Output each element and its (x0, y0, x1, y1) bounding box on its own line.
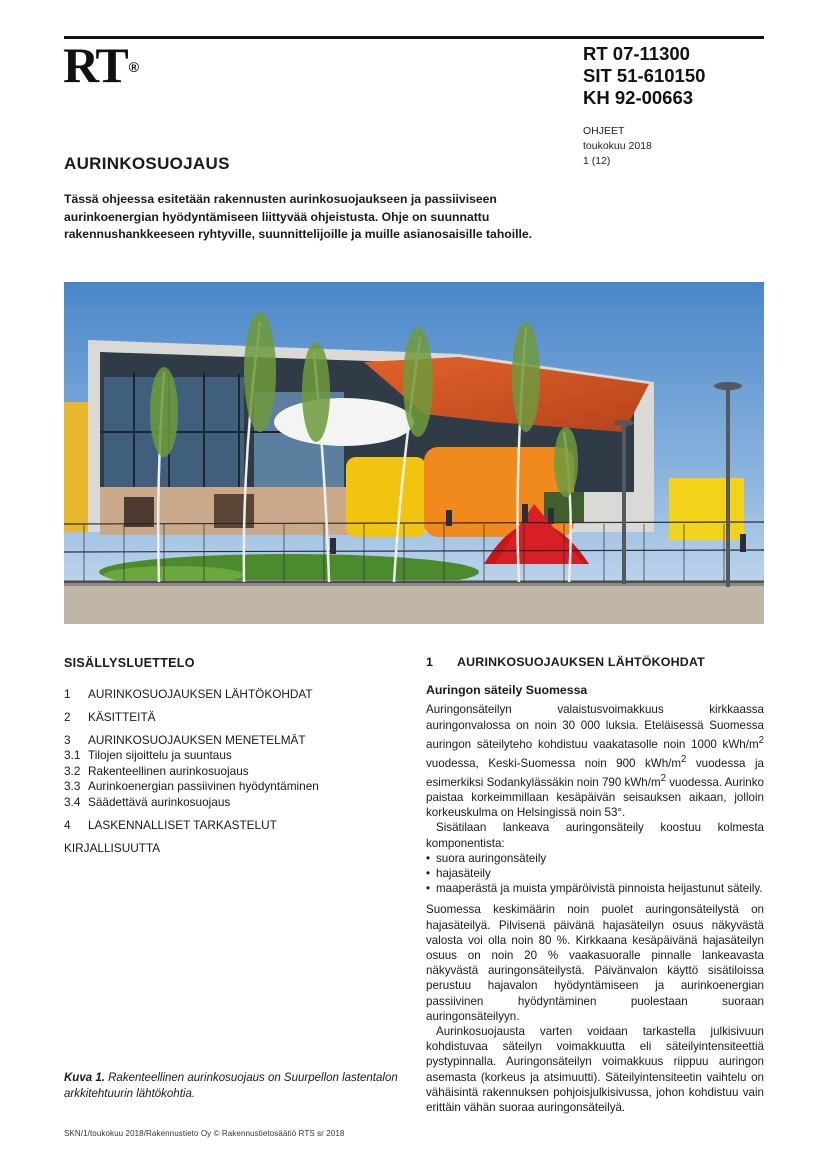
document-codes (583, 43, 705, 109)
code-kh: KH 92-00663 (583, 87, 694, 108)
toc-item (64, 709, 394, 725)
toc-item-number: 1 (64, 687, 71, 701)
intro-paragraph: Tässä ohjeessa esitetään rakennusten aurinkosuojaukseen ja passiiviseen aurinkoenergian hyödyntämiseen liittyvää ohjeistusta. Ohje on suunnattu rakennushankkeeseen ryhtyville, suunnittelijoille ja muille asianosaisille tahoille. (64, 192, 533, 242)
photo-caption (64, 1071, 404, 1102)
building-photo (64, 282, 764, 624)
toc-item-label: LASKENNALLISET TARKASTELUT (88, 818, 277, 832)
toc-item-label: KIRJALLISUUTTA (64, 841, 161, 855)
top-rule (64, 36, 764, 39)
bullet-list (426, 851, 764, 897)
toc-item-number: 2 (64, 710, 71, 724)
toc-item-number: 3 (64, 733, 71, 747)
toc-item-number: 4 (64, 818, 71, 832)
superscript: 2 (681, 753, 687, 765)
toc-item-label: AURINKOSUOJAUKSEN MENETELMÄT (88, 733, 306, 747)
registered-mark: ® (128, 59, 138, 75)
toc-item-label: Aurinkoenergian passiivinen hyödyntäminen (88, 779, 319, 793)
toc-item-label: Rakenteellinen aurinkosuojaus (88, 763, 249, 778)
page-footer: SKN/1/toukokuu 2018/Rakennustieto Oy © Rakennustietosäätiö RTS sr 2018 (64, 1129, 345, 1138)
toc-item-label: Tilojen sijoittelu ja suuntaus (88, 748, 232, 762)
caption-text: Rakenteellinen aurinkosuojaus on Suurpellon lastentalon arkkitehtuurin lähtökohtia. (64, 1072, 398, 1100)
p1-text-d: vuodessa. Aurinko paistaa korkeimmillaan kesäpäivän seisauksen aikaan, jolloin korkeuskulma on Helsingissä noin 53°. (426, 775, 764, 820)
toc-item (64, 686, 394, 702)
toc-item-number: 3.3 (64, 779, 81, 793)
toc-item (64, 840, 394, 856)
section-title: AURINKOSUOJAUKSEN LÄHTÖKOHDAT (457, 655, 705, 669)
code-sit: SIT 51-610150 (583, 65, 706, 86)
superscript: 2 (758, 734, 764, 746)
paragraph-4: Aurinkosuojausta varten voidaan tarkastella julkisivuun kohdistuvaa säteilyn voimakkuutta eli säteilyintensiteettiä pystypinnalla. Auringonsäteilyn voimakkuus riippuu auringon asemasta (korkeus ja atsimuutti). Säteilyintensiteetin vaihtelu on vähäisintä rakennuksen pohjoisjulkisivussa, johon kohdistuu vain erittäin vähän suoraa auringonsäteilyä. (426, 1025, 764, 1115)
p1-text-c: vuodessa ja esimerkiksi Sodankylässäkin noin 790 kWh/m (426, 756, 764, 789)
toc-item (64, 748, 394, 764)
code-rt: RT 07-11300 (583, 43, 690, 64)
meta-date: toukokuu 2018 (583, 140, 652, 152)
document-meta (583, 124, 652, 169)
page-title: AURINKOSUOJAUS (64, 154, 230, 173)
meta-page: 1 (12) (583, 155, 611, 167)
meta-type: OHJEET (583, 125, 625, 137)
toc-item (64, 795, 394, 811)
section-heading (426, 655, 764, 670)
p1-text-a: Auringonsäteilyn valaistusvoimakkuus kirkkaassa auringonvalossa on noin 30 000 luksia. Eteläisessä Suomessa auringon säteilyteho kohdistuu vaakatasolle noin 1000 kWh/m (426, 703, 764, 751)
paragraph-3: Suomessa keskimäärin noin puolet auringonsäteilystä on hajasäteilyä. Pilvisenä päivänä hajasäteilyn osuus näkyvästä valosta voi olla noin 80 %. Kirkkaana kesäpäivänä hajasäteilyn osuus on noin 20 % vaakasuoralle pinnalle lankeavasta näkyvästä auringonsäteilystä. Päivänvalon käyttö sisätiloissa perustuu hajavalon hyödyntämiseen ja aurinkoenergian passiivinen hyödyntäminen puolestaan suoraan auringonsäteilyyn. (426, 903, 764, 1023)
toc-item (64, 779, 394, 795)
toc-item (64, 764, 394, 780)
toc-item-label: KÄSITTEITÄ (88, 710, 156, 724)
toc-item-number: 3.1 (64, 748, 81, 762)
list-item: • suora auringonsäteily (426, 851, 764, 866)
rt-logo (63, 37, 138, 93)
p1-text-b: vuodessa, Keski-Suomessa noin 900 kWh/m (426, 756, 682, 770)
toc-item-label: Säädettävä aurinkosuojaus (88, 794, 231, 809)
superscript: 2 (660, 772, 666, 784)
toc-item (64, 817, 394, 833)
toc-item-number: 3.2 (64, 763, 81, 778)
logo-text: RT (63, 37, 127, 93)
list-item: • hajasäteily (426, 866, 764, 881)
caption-label: Kuva 1. (64, 1072, 105, 1084)
subsection-heading: Auringon säteily Suomessa (426, 683, 588, 698)
table-of-contents (64, 684, 394, 856)
toc-item-label: AURINKOSUOJAUKSEN LÄHTÖKOHDAT (88, 687, 313, 701)
toc-item (64, 732, 394, 748)
toc-item-number: 3.4 (64, 794, 81, 809)
list-item: • maaperästä ja muista ympäröivistä pinnoista heijastunut säteily. (426, 881, 764, 896)
paragraph-1 (426, 702, 764, 820)
paragraph-2: Sisätilaan lankeava auringonsäteily koostuu kolmesta komponentista: (426, 821, 764, 850)
section-1 (426, 655, 764, 1115)
section-number: 1 (426, 655, 434, 669)
toc-title: SISÄLLYSLUETTELO (64, 656, 195, 670)
